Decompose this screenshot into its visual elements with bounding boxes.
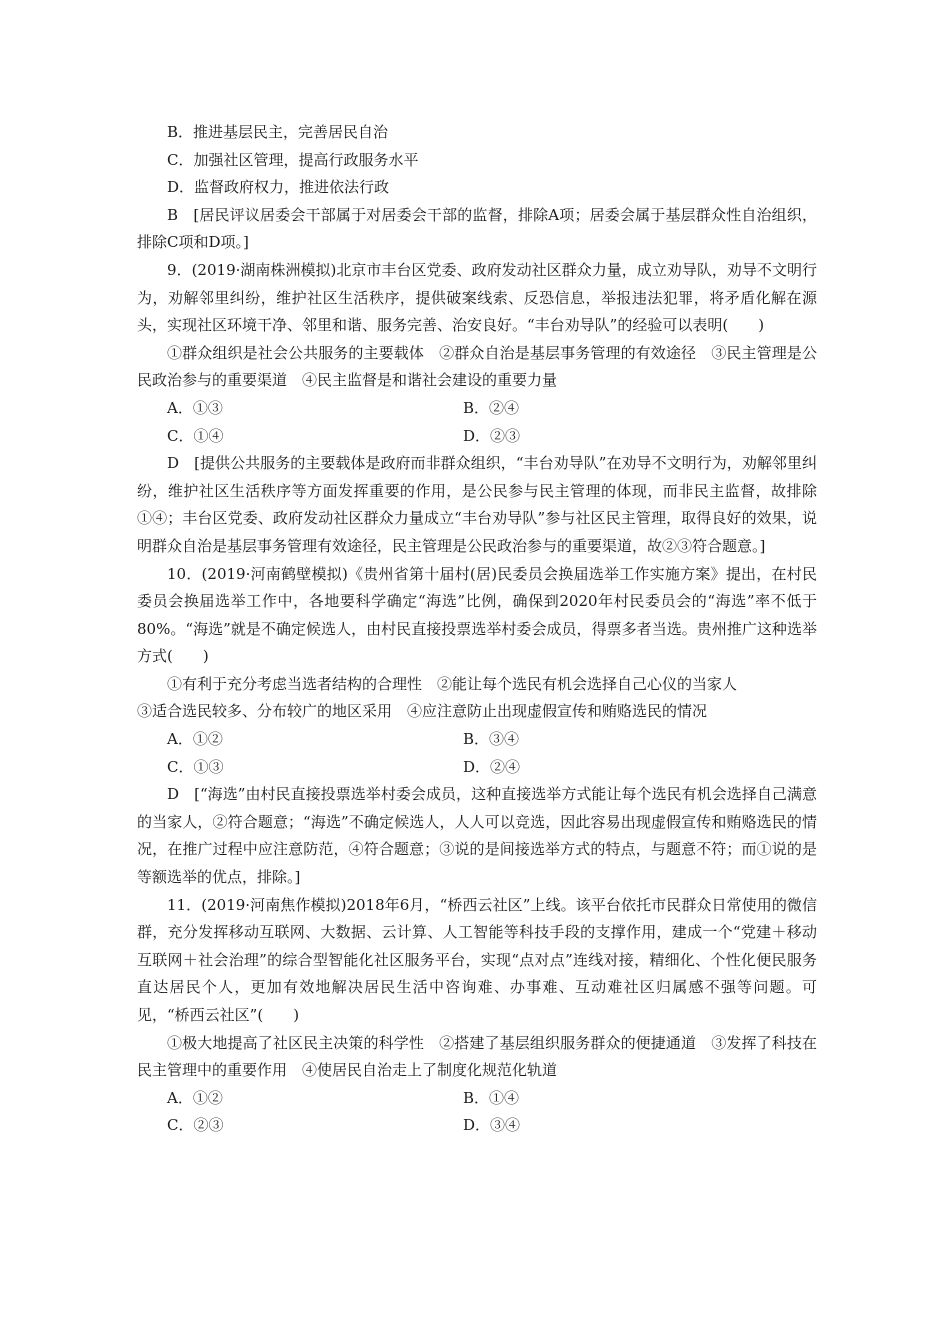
- document-page: [137, 119, 817, 1140]
- q9-answer: D [提供公共服务的主要载体是政府而非群众组织，“丰台劝导队”在劝导不文明行为，劝解邻里纠纷，维护社区生活秩序等方面发挥重要的作用，是公民参与民主管理的体现，而非民主监督，故排除①④；丰台区党委、政府发动社区群众力量成立“丰台劝导队”参与社区民主管理，取得良好的效果，说明群众自治是基层事务管理有效途径，民主管理是公民政治参与的重要渠道，故②③符合题意。]: [137, 454, 817, 555]
- q9-option-b: B．②④: [463, 398, 520, 417]
- q10-option-c: C．①③: [167, 757, 224, 776]
- q11-stem: 11．(2019·河南焦作模拟)2018年6月，“桥西云社区”上线。该平台依托市民群众日常使用的微信群，充分发挥移动互联网、大数据、云计算、人工智能等科技手段的支撑作用，建成一个“党建＋移动互联网＋社会治理”的综合型智能化社区服务平台，实现“点对点”连线对接，精细化、个性化便民服务直达居民个人，更加有效地解决居民生活中咨询难、办事难、互动难社区归属感不强等问题。可见，“桥西云社区”( ): [137, 895, 817, 1024]
- q10-stem: 10．(2019·河南鹤壁模拟)《贵州省第十届村(居)民委员会换届选举工作实施方案》提出，在村民委员会换届选举工作中，各地要科学确定“海选”比例，确保到2020年村民委员会的“海选”率不低于80%。“海选”就是不确定候选人，由村民直接投票选举村委会成员，得票多者当选。贵州推广这种选举方式( ): [137, 564, 817, 666]
- q11-option-c: C．②③: [167, 1116, 224, 1135]
- q10-options-row-2: [137, 754, 817, 782]
- q9-option-c: C．①④: [167, 426, 224, 445]
- q9-option-d: D．②③: [463, 426, 521, 445]
- q10-option-a: A．①②: [167, 730, 223, 749]
- q8-option-c: C．加强社区管理，提高行政服务水平: [167, 150, 419, 169]
- q10-statements-line-2: ③适合选民较多、分布较广的地区采用 ④应注意防止出现虚假宣传和贿赂选民的情况: [137, 702, 708, 721]
- q10-option-d: D．②④: [463, 757, 521, 776]
- q11-option-b: B．①④: [463, 1088, 520, 1107]
- q11-option-a: A．①②: [167, 1088, 223, 1107]
- q11-options-row-2: [137, 1112, 817, 1140]
- q9-options-row-2: [137, 423, 817, 451]
- q9-option-a: A．①③: [167, 398, 223, 417]
- q10-statements-line-1: ①有利于充分考虑当选者结构的合理性 ②能让每个选民有机会选择自己心仪的当家人: [167, 674, 738, 693]
- q11-options-row-1: [137, 1085, 817, 1113]
- q8-option-d: D．监督政府权力，推进依法行政: [167, 178, 390, 197]
- q10-option-b: B．③④: [463, 730, 520, 749]
- q8-answer: B [居民评议居委会干部属于对居委会干部的监督，排除A项；居委会属于基层群众性自治组织，排除C项和D项。]: [137, 205, 817, 252]
- q9-statements: ①群众组织是社会公共服务的主要载体 ②群众自治是基层事务管理的有效途径 ③民主管理是公民政治参与的重要渠道 ④民主监督是和谐社会建设的重要力量: [137, 343, 817, 390]
- q11-statements: ①极大地提高了社区民主决策的科学性 ②搭建了基层组织服务群众的便捷通道 ③发挥了科技在民主管理中的重要作用 ④使居民自治走上了制度化规范化轨道: [137, 1033, 817, 1080]
- q11-option-d: D．③④: [463, 1116, 521, 1135]
- q8-option-b: B．推进基层民主，完善居民自治: [167, 123, 389, 141]
- q9-stem: 9．(2019·湖南株洲模拟)北京市丰台区党委、政府发动社区群众力量，成立劝导队，劝导不文明行为，劝解邻里纠纷，维护社区生活秩序，提供破案线索、反恐信息，举报违法犯罪，将矛盾化解在源头，实现社区环境干净、邻里和谐、服务完善、治安良好。“丰台劝导队”的经验可以表明( ): [137, 260, 817, 335]
- q10-options-row-1: [137, 726, 817, 754]
- q9-options-row-1: [137, 395, 817, 423]
- q10-answer: D [“海选”由村民直接投票选举村委会成员，这种直接选举方式能让每个选民有机会选择自己满意的当家人，②符合题意；“海选”不确定候选人，人人可以竞选，因此容易出现虚假宣传和贿赂选民的情况，在推广过程中应注意防范，④符合题意；③说的是间接选举方式的特点，与题意不符；而①说的是等额选举的优点，排除。]: [137, 785, 817, 887]
